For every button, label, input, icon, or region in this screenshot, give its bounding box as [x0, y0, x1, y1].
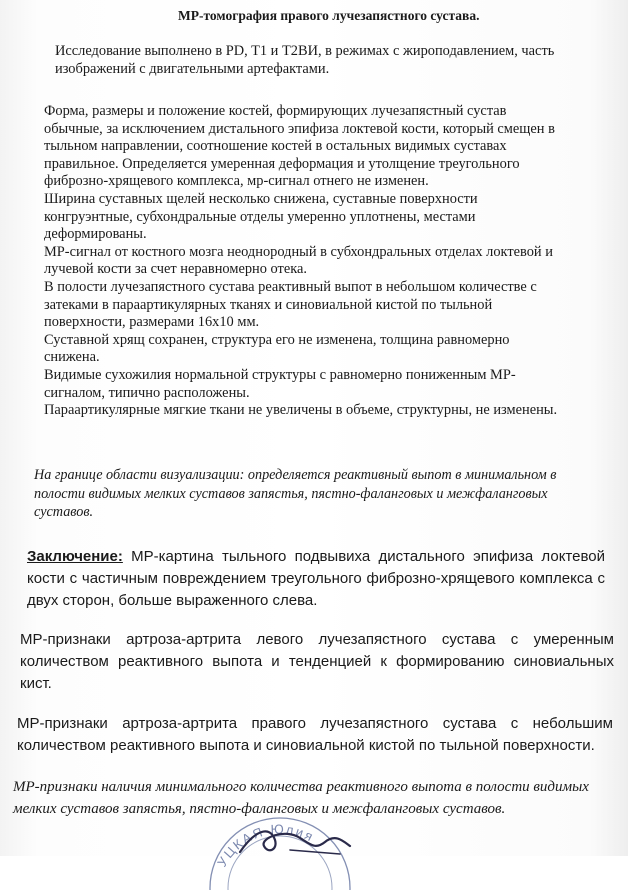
study-intro: Исследование выполнено в PD, T1 и T2ВИ, в режимах с жироподавлением, часть изображений с двигательными артефактами.	[55, 43, 555, 77]
conclusion-label: Заключение:	[27, 548, 123, 565]
conclusion-small-joints: МР-признаки наличия минимального количества реактивного выпота в полости видимых мелких суставов запястья, пястно-фаланговых и межфаланговых суставов.	[13, 779, 589, 817]
findings-line: Суставной хрящ сохранен, структура его не изменена, толщина равномерно	[44, 331, 510, 348]
conclusion-right-wrist: МР-признаки артроза-артрита правого лучезапястного сустава с небольшим количеством реактивного выпота и синовиальной кистой по тыльной поверхности.	[17, 715, 613, 754]
findings-line: Параартикулярные мягкие ткани не увеличены в объеме, структурны, не изменены.	[44, 402, 558, 419]
findings-line: обычные, за исключением дистального эпифиза локтевой кости, который смещен в	[44, 120, 555, 137]
stamp-text: УЦКАЯ Юлия	[214, 821, 318, 870]
findings-line: сигналом, типично расположены.	[44, 384, 250, 401]
conclusion-paragraph	[27, 546, 605, 612]
conclusion-left-wrist: МР-признаки артроза-артрита левого лучезапястного сустава с умеренным количеством реактивного выпота и тенденцией к формированию синовиальных кист.	[20, 631, 614, 692]
findings-line: деформированы.	[44, 226, 147, 243]
findings-line: снижена.	[44, 349, 100, 366]
findings-line: фиброзно-хрящевого комплекса, мр-сигнал отнего не изменен.	[44, 173, 429, 190]
visualization-border-note: На границе области визуализации: определяется реактивный выпот в минимальном в полости видимых мелких суставов запястья, пястно-фаланговых и межфаланговых суставов.	[34, 467, 557, 521]
findings-line: конгруэнтные, субхондральные отделы умеренно уплотнены, местами	[44, 208, 476, 225]
conclusion-text: МР-картина тыльного подвывиха дистального эпифиза локтевой кости с частичным повреждением треугольного фиброзно-хрящевого комплекса с двух сторон, больше выраженного слева.	[27, 548, 605, 609]
findings-line: В полости лучезапястного сустава реактивный выпот в небольшом количестве с	[44, 278, 537, 295]
findings-line: тыльном направлении, соотношение костей в остальных видимых суставах	[44, 138, 507, 155]
findings-line: Видимые сухожилия нормальной структуры с равномерно пониженным МР-	[44, 366, 516, 383]
findings-line: МР-сигнал от костного мозга неоднородный в субхондральных отделах локтевой и	[44, 243, 553, 260]
findings-line: Форма, размеры и положение костей, формирующих лучезапястный сустав	[44, 103, 507, 119]
findings-line: Ширина суставных щелей несколько снижена, суставные поверхности	[44, 190, 478, 207]
findings-line: лучевой кости за счет неравномерно отека.	[44, 261, 307, 278]
findings-paragraph	[44, 103, 602, 420]
findings-line: затеками в параартикулярных тканях и синовиальной кистой по тыльной	[44, 296, 493, 313]
findings-line: правильное. Определяется умеренная деформация и утолщение треугольного	[44, 155, 520, 172]
findings-line: поверхности, размерами 16х10 мм.	[44, 314, 260, 331]
signature-mark	[230, 820, 370, 860]
document-title: МР-томография правого лучезапястного сустава.	[178, 8, 480, 23]
